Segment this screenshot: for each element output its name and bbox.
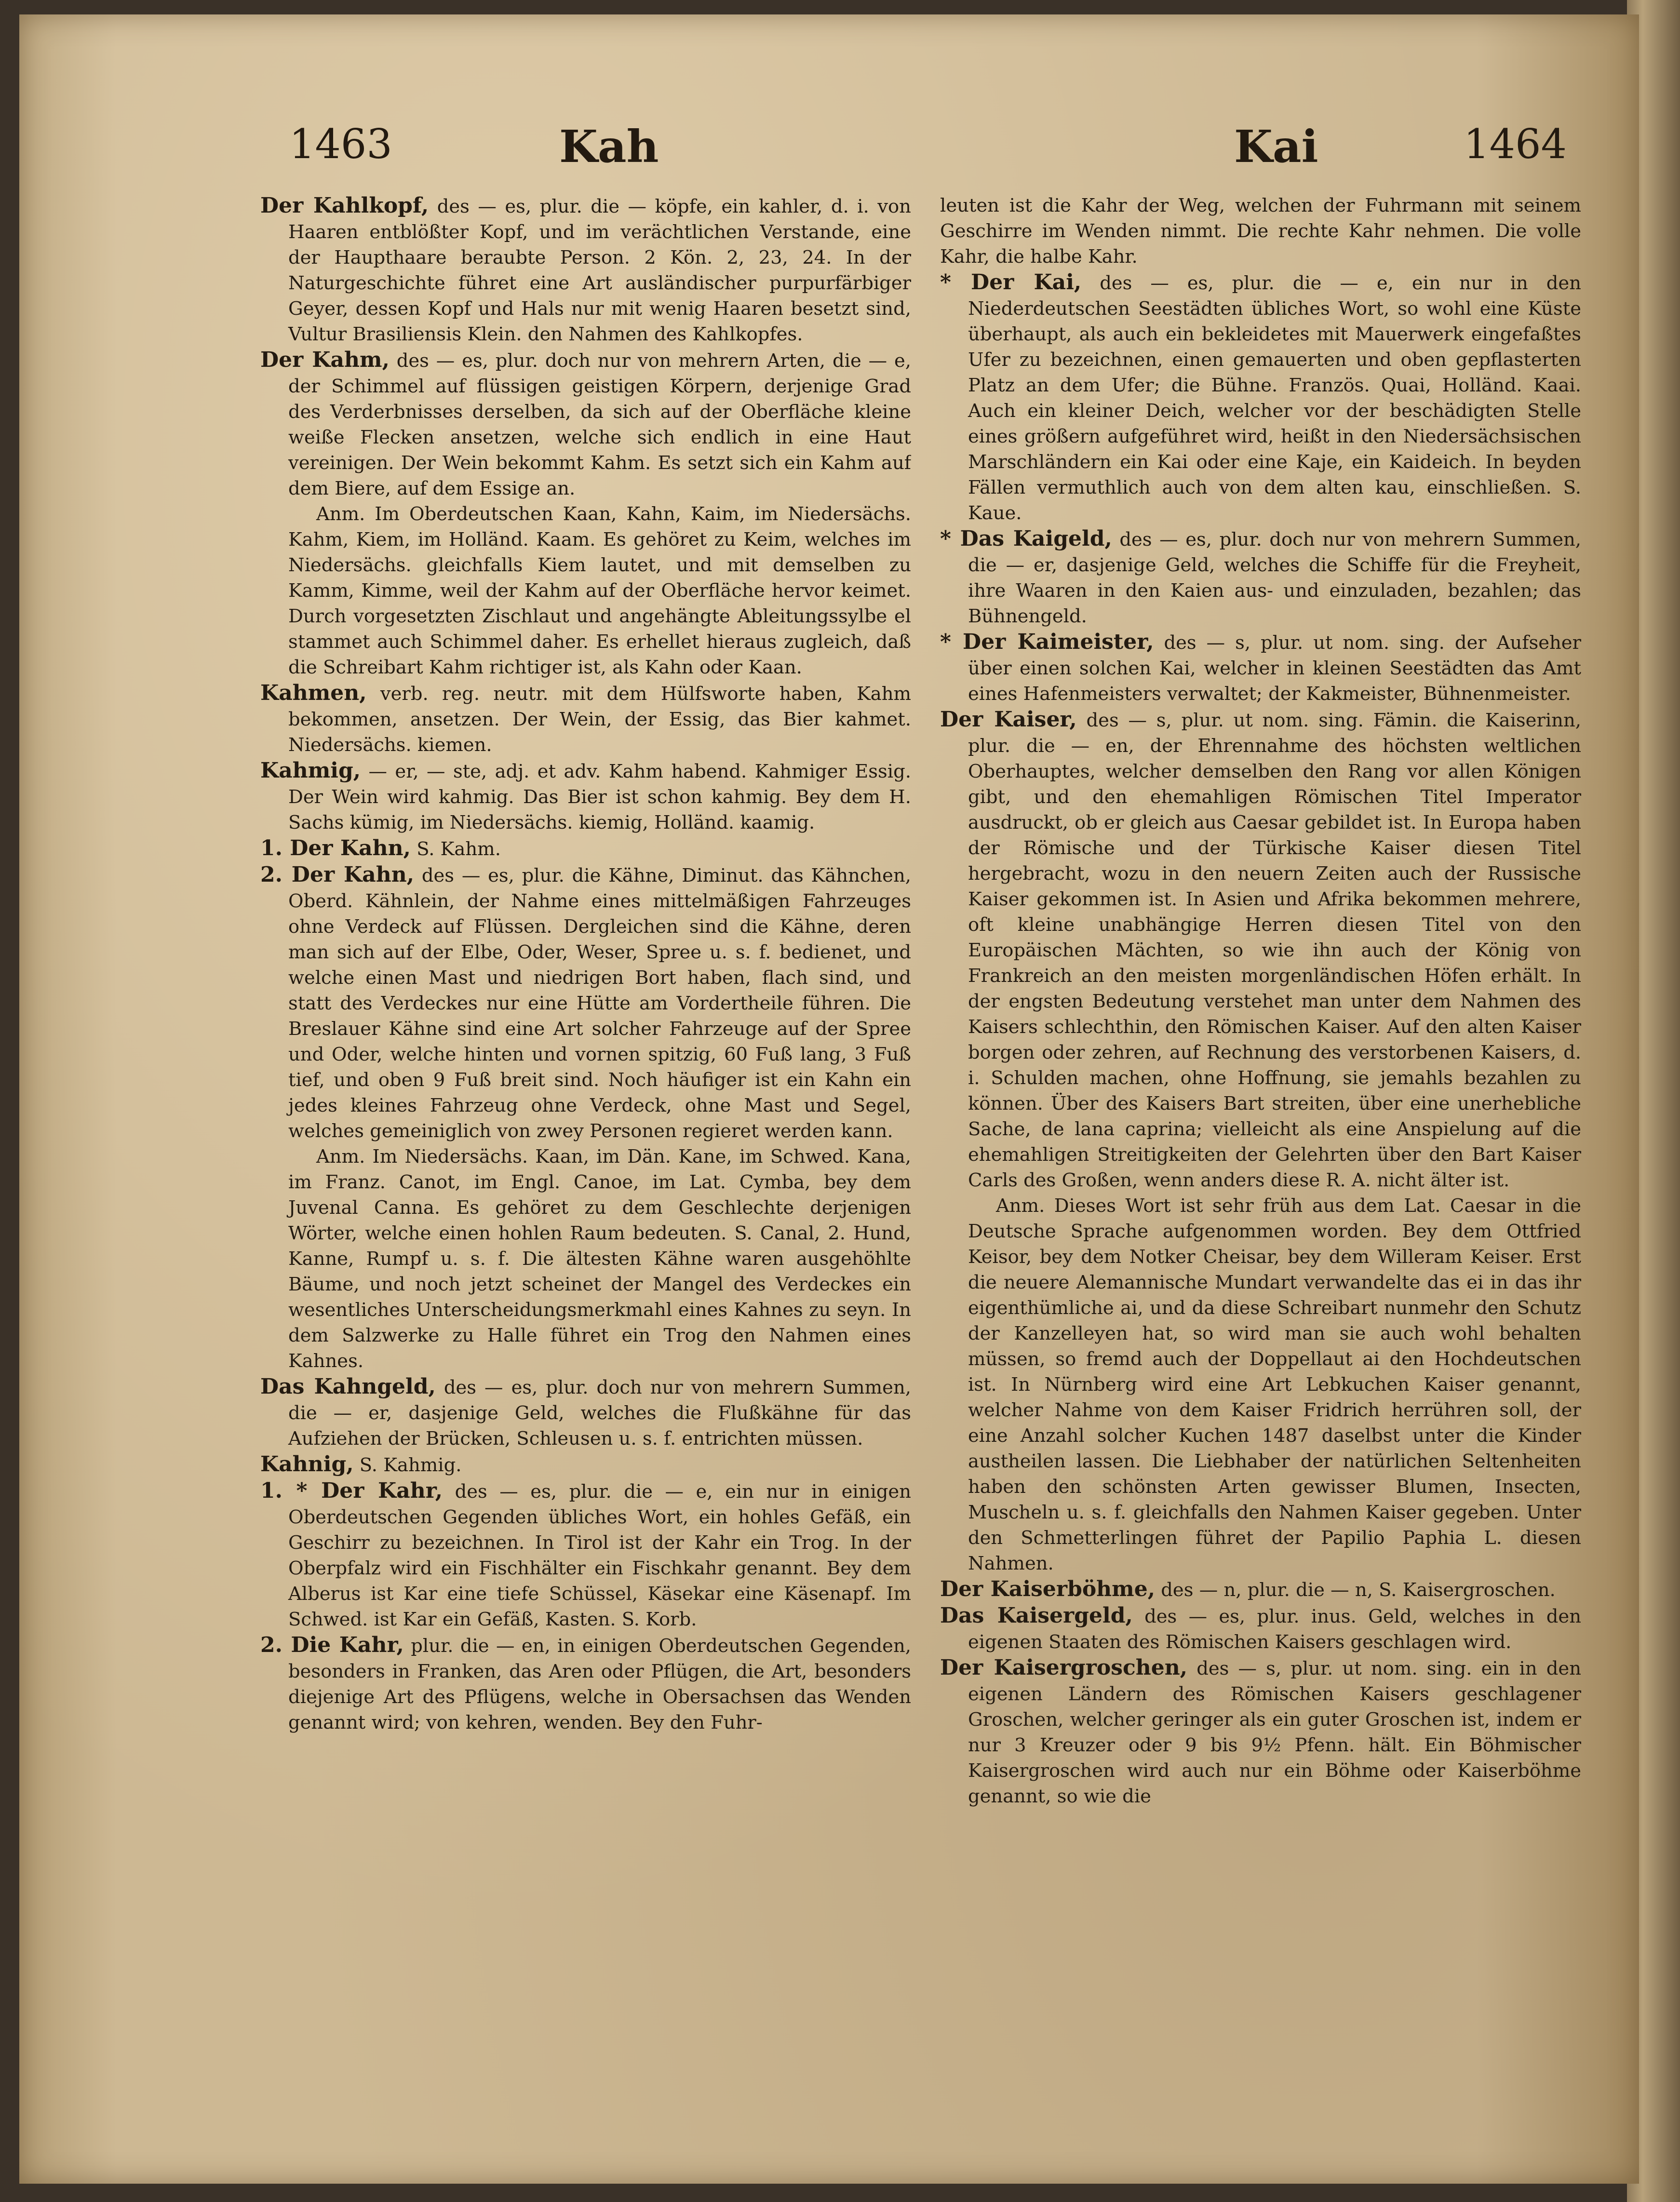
note-body: Anm. Dieses Wort ist sehr früh aus dem Lat. Caesar in die Deutsche Sprache aufgenommen worden. Bey dem Ottfried Keisor, bey dem Notker Cheisar, bey dem Willeram Keiser. Erst die neuere Alemannische Mundart verwandelte das ei in das ihr eigenthümliche ai, und da diese Schreibart nunmehr den Schutz der Kanzelleyen hat, so wird man sie auch wohl behalten müssen, so fremd auch der Doppellaut ai den Hochdeutschen ist. In Nürnberg wird eine Art Lebkuchen Kaiser genannt, welcher Nahme von dem Kaiser Fridrich herrühren soll, der eine Anzahl solcher Kuchen 1487 daselbst unter die Kinder austheilen lassen. Die Liebhaber der natürlichen Seltenheiten haben den schönsten Arten gewisser Blumen, Insecten, Muscheln u. s. f. gleichfalls den Nahmen Kaiser gegeben. Unter den Schmetterlingen führet der Papilio Paphia L. diesen Nahmen. <box>968 1195 1581 1574</box>
note-body: Anm. Im Oberdeutschen Kaan, Kahn, Kaim, im Niedersächs. Kahm, Kiem, im Holländ. Kaam. Es gehöret zu Keim, welches im Niedersächs. gleichfalls Kiem lautet, und mit demselben zu Kamm, Kimme, weil der Kahm auf der Oberfläche hervor keimet. Durch vorgesetzten Zischlaut und angehängte Ableitungssylbe el stammet auch Schimmel daher. Es erhellet hieraus zugleich, daß die Schreibart Kahm richtiger ist, als Kahn oder Kaan. <box>288 503 911 678</box>
running-header <box>289 121 1567 188</box>
entry-headword: * Der Kai, <box>940 270 1082 295</box>
dictionary-entry <box>260 193 911 347</box>
entry-headword: Das Kahngeld, <box>260 1374 436 1399</box>
entry-headword: Das Kaisergeld, <box>940 1603 1133 1628</box>
dictionary-entry <box>260 862 911 1144</box>
entry-body: des — es, plur. doch nur von mehrern Summen, die — er, dasjenige Geld, welches die Flußkähne für das Aufziehen der Brücken, Schleusen u. s. f. entrichten müssen. <box>288 1377 911 1450</box>
right-page-number: 1464 <box>1464 121 1567 168</box>
dictionary-entry <box>260 1632 911 1735</box>
entry-body: S. Kahm. <box>410 838 501 860</box>
entry-headword: Der Kaisergroschen, <box>940 1655 1188 1680</box>
entry-body: des — n, plur. die — n, S. Kaisergroschen. <box>1155 1579 1556 1601</box>
entry-headword: Kahnig, <box>260 1452 354 1477</box>
dictionary-entry <box>940 1603 1581 1655</box>
entry-body: des — es, plur. die — e, ein nur in einigen Oberdeutschen Gegenden übliches Wort, ein hohles Gefäß, ein Geschirr zu bezeichnen. In Tirol ist der Kahr ein Trog. In der Oberpfalz wird ein Fischhälter ein Fischkahr genannt. Bey dem Alberus ist Kar eine tiefe Schüssel, Käsekar eine Käsenapf. Im Schwed. ist Kar ein Gefäß, Kasten. S. Korb. <box>288 1481 911 1630</box>
entry-headword: Der Kaiser, <box>940 707 1077 732</box>
entry-body: des — es, plur. die — e, ein nur in den Niederdeutschen Seestädten übliches Wort, so wohl eine Küste überhaupt, als auch ein bekleidetes mit Mauerwerk eingefaßtes Ufer zu bezeichnen, einen gemauerten und oben gepflasterten Platz an dem Ufer; die Bühne. Französ. Quai, Holländ. Kaai. Auch ein kleiner Deich, welcher vor der beschädigten Stelle eines größern aufgeführet wird, heißt in den Niedersächsischen Marschländern ein Kai oder eine Kaje, ein Kaideich. In beyden Fällen vermuthlich auch von dem alten kau, einschließen. S. Kaue. <box>968 272 1581 524</box>
entry-continuation <box>940 193 1581 269</box>
entry-body: des — es, plur. inus. Geld, welches in den eigenen Staaten des Römischen Kaisers geschlagen wird. <box>968 1606 1581 1653</box>
note-body: Anm. Im Niedersächs. Kaan, im Dän. Kane, im Schwed. Kana, im Franz. Canot, im Engl. Canoe, im Lat. Cymba, bey dem Juvenal Canna. Es gehöret zu dem Geschlechte derjenigen Wörter, welche einen hohlen Raum bedeuten. S. Canal, 2. Hund, Kanne, Rumpf u. s. f. Die ältesten Kähne waren ausgehöhlte Bäume, und noch jetzt scheinet der Mangel des Verdeckes ein wesentliches Unterscheidungsmerkmahl eines Kahnes zu seyn. In dem Salzwerke zu Halle führet ein Trog den Nahmen eines Kahnes. <box>288 1146 911 1372</box>
etymology-note <box>940 1193 1581 1576</box>
entry-headword: 2. Der Kahn, <box>260 862 415 887</box>
entry-body: des — es, plur. die — köpfe, ein kahler, d. i. von Haaren entblößter Kopf, und im verächtlichen Verstande, eine der Haupthaare beraubte Person. 2 Kön. 2, 23, 24. In der Naturgeschichte führet eine Art ausländischer purpurfärbiger Geyer, dessen Kopf und Hals nur mit wenig Haaren besetzt sind, Vultur Brasiliensis Klein. den Nahmen des Kahlkopfes. <box>288 196 911 345</box>
dictionary-entry <box>260 347 911 501</box>
entry-headword: 2. Die Kahr, <box>260 1633 404 1657</box>
dictionary-entry <box>260 758 911 835</box>
dictionary-entry <box>940 526 1581 629</box>
entry-body: S. Kahmig. <box>353 1454 462 1476</box>
entry-headword: Der Kaiserböhme, <box>940 1577 1156 1601</box>
left-page-number: 1463 <box>289 121 392 168</box>
entry-body: des — es, plur. doch nur von mehrern Summen, die — er, dasjenige Geld, welches die Schiffe für die Freyheit, ihre Waaren in den Kaien aus- und einzuladen, bezahlen; das Bühnengeld. <box>968 529 1581 627</box>
entry-headword: 1. * Der Kahr, <box>260 1478 443 1503</box>
dictionary-entry <box>940 629 1581 707</box>
dictionary-entry <box>940 1655 1581 1809</box>
etymology-note <box>260 501 911 680</box>
entry-headword: * Der Kaimeister, <box>940 630 1154 654</box>
dictionary-entry <box>260 835 911 862</box>
left-running-head: Kah <box>559 121 659 173</box>
entry-headword: * Das Kaigeld, <box>940 526 1112 551</box>
dictionary-entry <box>260 1374 911 1451</box>
entry-body: verb. reg. neutr. mit dem Hülfsworte haben, Kahm bekommen, ansetzen. Der Wein, der Essig, das Bier kahmet. Niedersächs. kiemen. <box>288 683 911 756</box>
dictionary-entry <box>260 1451 911 1478</box>
dictionary-entry <box>940 1576 1581 1603</box>
entry-headword: Der Kahm, <box>260 348 390 372</box>
dictionary-entry <box>260 680 911 758</box>
dictionary-entry <box>260 1478 911 1632</box>
entry-body: des — es, plur. doch nur von mehrern Arten, die — e, der Schimmel auf flüssigen geistigen Körpern, derjenige Grad des Verderbnisses derselben, da sich auf der Oberfläche kleine weiße Flecken ansetzen, welche sich endlich in eine Haut vereinigen. Der Wein bekommt Kahm. Es setzt sich ein Kahm auf dem Biere, auf dem Essige an. <box>288 350 911 499</box>
entry-body: des — s, plur. ut nom. sing. ein in den eigenen Ländern des Römischen Kaisers geschlagener Groschen, welcher geringer als ein guter Groschen ist, indem er nur 3 Kreuzer oder 9 bis 9½ Pfenn. hält. Ein Böhmischer Kaisergroschen wird auch nur ein Böhme oder Kaiserböhme genannt, so wie die <box>968 1658 1581 1807</box>
entry-headword: Kahmig, <box>260 758 361 783</box>
entry-headword: Kahmen, <box>260 681 367 705</box>
right-column <box>940 193 1581 2121</box>
entry-body: des — es, plur. die Kähne, Diminut. das Kähnchen, Oberd. Kähnlein, der Nahme eines mittelmäßigen Fahrzeuges ohne Verdeck auf Flüssen. Dergleichen sind die Kähne, deren man sich auf der Elbe, Oder, Weser, Spree u. s. f. bedienet, und welche einen Mast und niedrigen Bort haben, flach sind, und statt des Verdeckes nur eine Hütte am Vordertheile führen. Die Breslauer Kähne sind eine Art solcher Fahrzeuge auf der Spree und Oder, welche hinten und vornen spitzig, 60 Fuß lang, 3 Fuß tief, und oben 9 Fuß breit sind. Noch häufiger ist ein Kahn ein jedes kleines Fahrzeug ohne Verdeck, ohne Mast und Segel, welches gemeiniglich von zwey Personen regieret werden kann. <box>288 865 911 1142</box>
dictionary-entry <box>940 707 1581 1193</box>
entry-body: des — s, plur. ut nom. sing. Fämin. die Kaiserinn, plur. die — en, der Ehrennahme des höchsten weltlichen Oberhauptes, welcher demselben den Rang vor allen Königen gibt, und den ehemahligen Römischen Titel Imperator ausdruckt, ob er gleich aus Caesar gebildet ist. In Europa haben der Römische und der Türkische Kaiser diesen Titel hergebracht, wozu in den neuern Zeiten auch der Russische Kaiser gekommen ist. In Asien und Afrika bekommen mehrere, oft kleine unabhängige Herren diesen Titel von den Europäischen Mächten, so wie ihn auch der König von Frankreich an den meisten morgenländischen Höfen erhält. In der engsten Bedeutung verstehet man unter dem Nahmen des Kaisers schlechthin, den Römischen Kaiser. Auf den alten Kaiser borgen oder zehren, auf Rechnung des verstorbenen Kaisers, d. i. Schulden machen, ohne Hoffnung, sie jemahls bezahlen zu können. Über des Kaisers Bart streiten, über eine unerhebliche Sache, de lana caprina; vielleicht als eine Anspielung auf die ehemahligen Streitigkeiten der Gelehrten über den Bart Kaiser Carls des Großen, wenn anders diese R. A. nicht älter ist. <box>968 710 1581 1191</box>
entry-body: — er, — ste, adj. et adv. Kahm habend. Kahmiger Essig. Der Wein wird kahmig. Das Bier ist schon kahmig. Bey dem H. Sachs kümig, im Niedersächs. kiemig, Holländ. kaamig. <box>288 761 911 833</box>
entry-headword: 1. Der Kahn, <box>260 836 411 860</box>
etymology-note <box>260 1144 911 1374</box>
entry-headword: Der Kahlkopf, <box>260 193 429 218</box>
left-column <box>260 193 911 2121</box>
dictionary-entry <box>940 269 1581 526</box>
right-running-head: Kai <box>1234 121 1318 173</box>
entry-body: des — s, plur. ut nom. sing. der Aufseher über einen solchen Kai, welcher in kleinen Seestädten das Amt eines Hafenmeisters verwaltet; der Kakmeister, Bühnenmeister. <box>968 632 1581 705</box>
entry-body: plur. die — en, in einigen Oberdeutschen Gegenden, besonders in Franken, das Aren oder Pflügen, die Art, besonders diejenige Art des Pflügens, welche in Obersachsen das Wenden genannt wird; von kehren, wenden. Bey den Fuhr- <box>288 1635 911 1733</box>
entry-body: leuten ist die Kahr der Weg, welchen der Fuhrmann mit seinem Geschirre im Wenden nimmt. Die rechte Kahr nehmen. Die volle Kahr, die halbe Kahr. <box>940 195 1581 268</box>
